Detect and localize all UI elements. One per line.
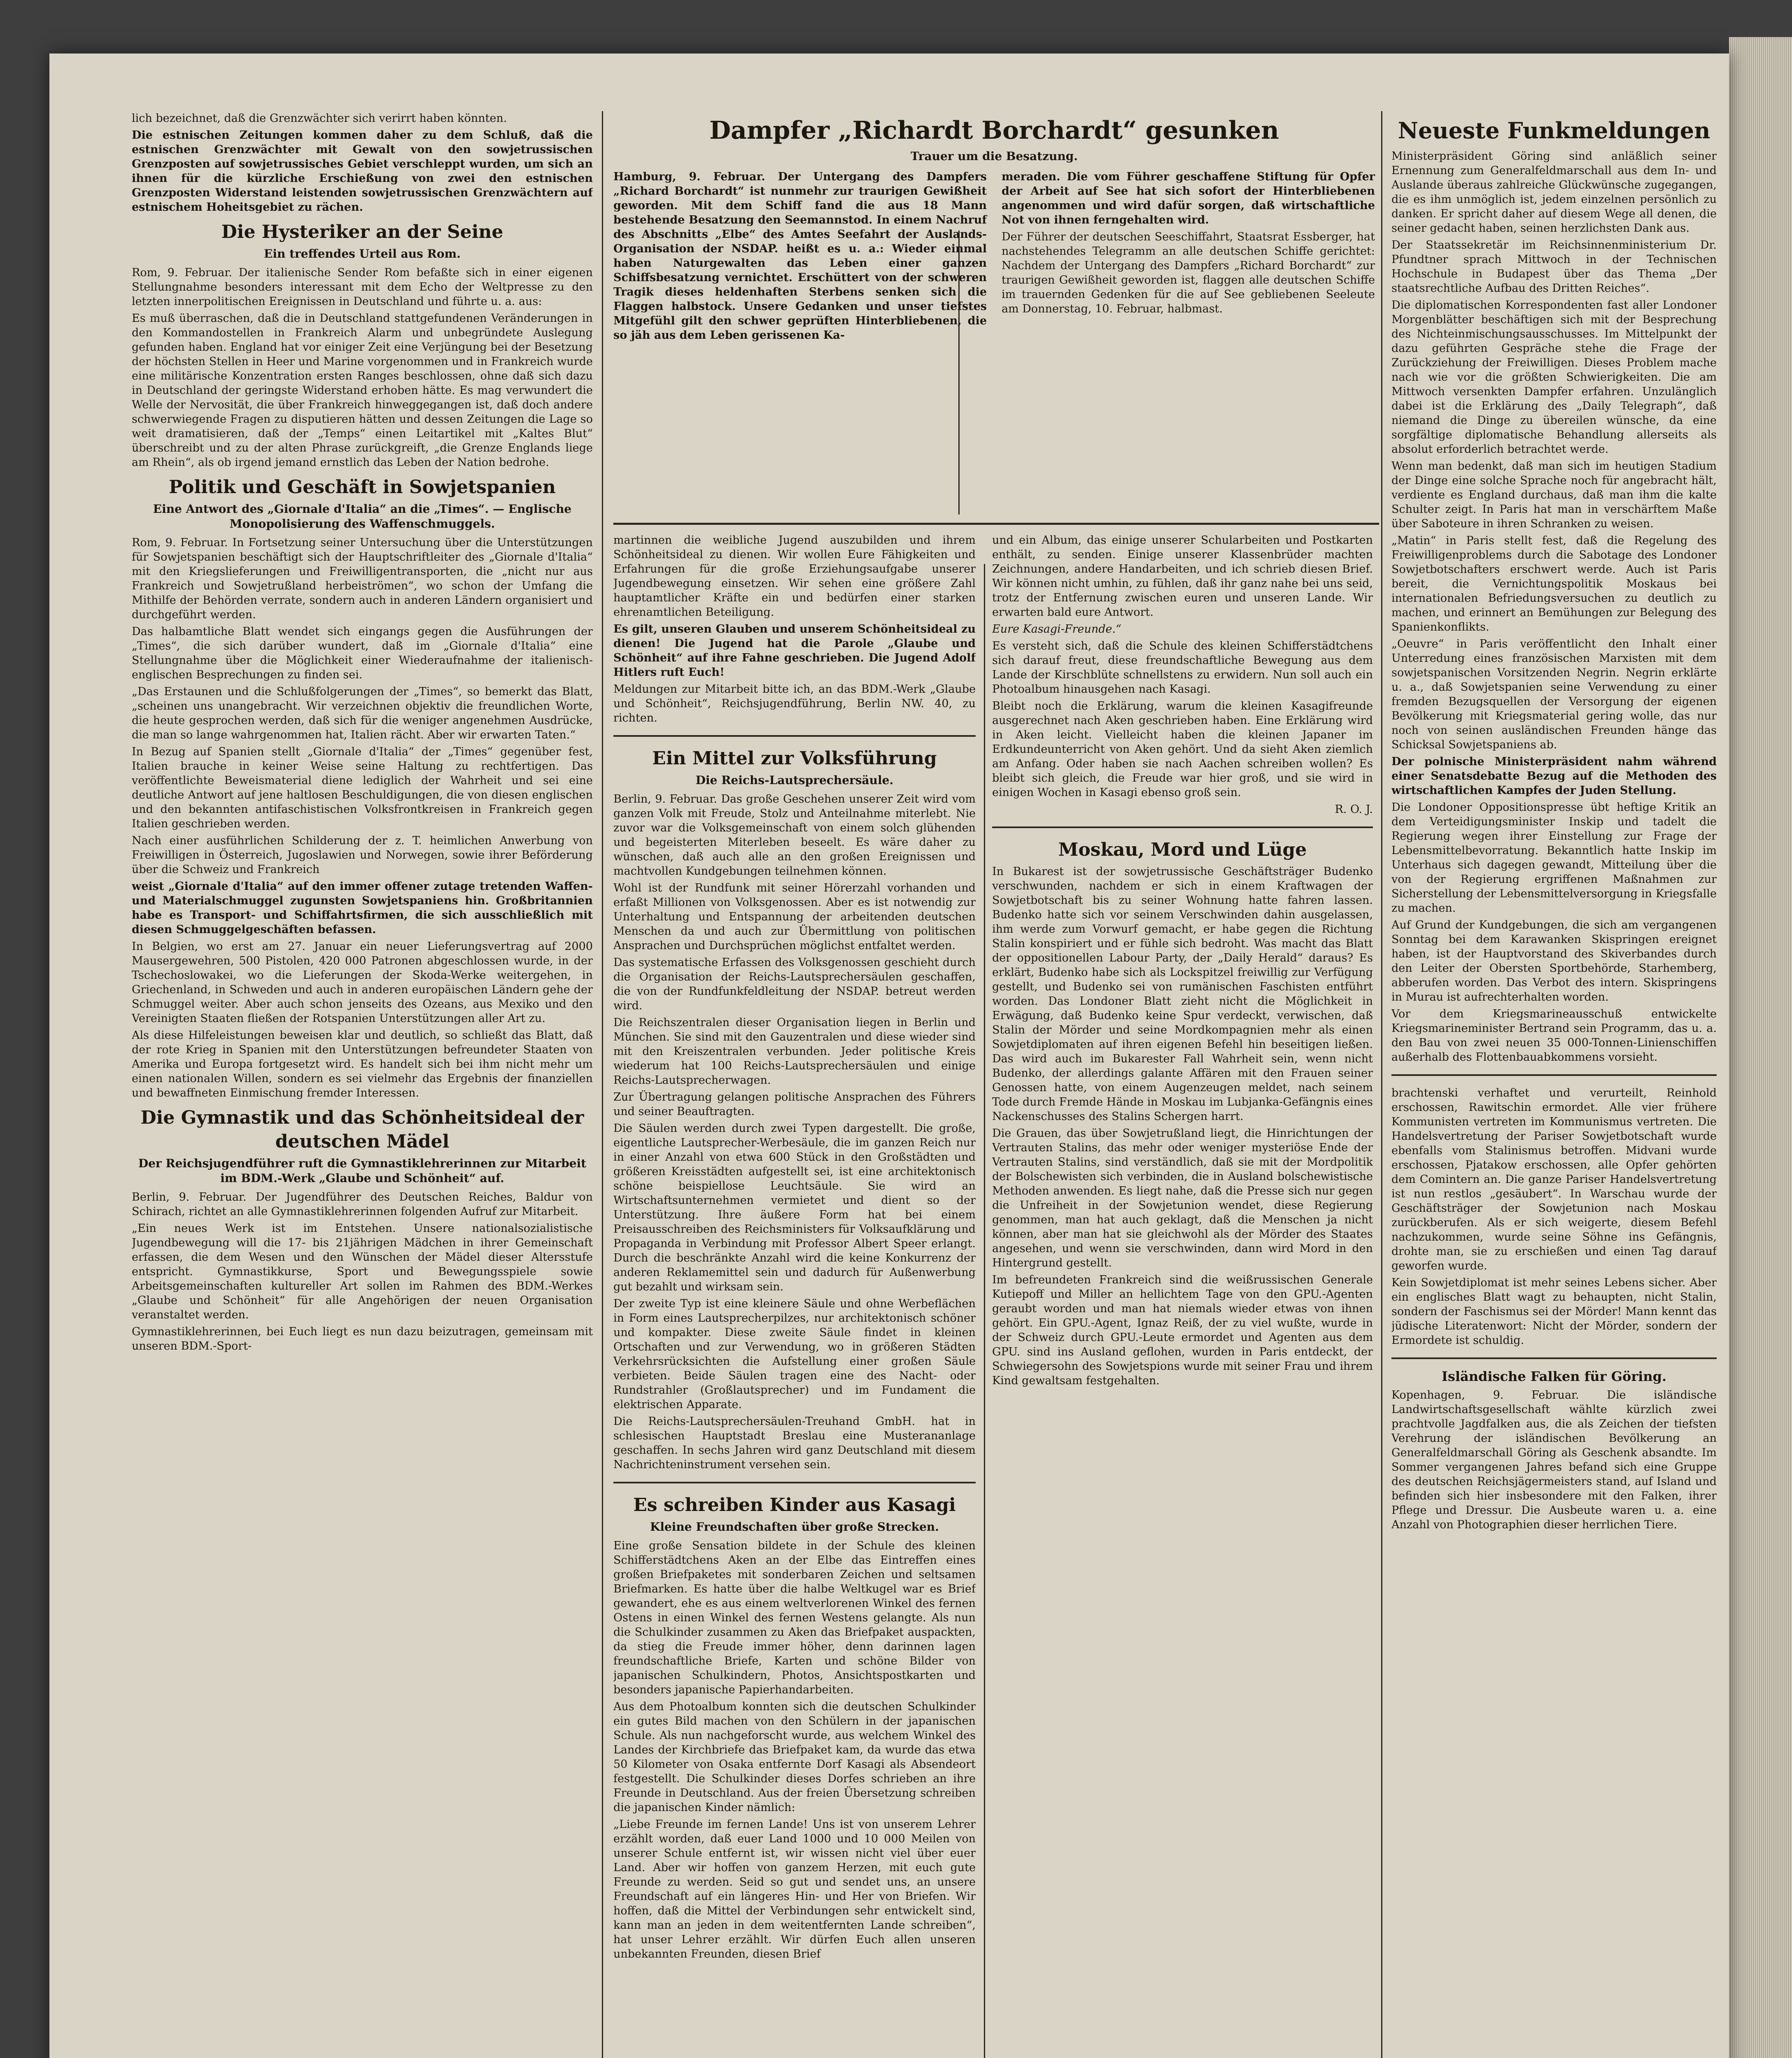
article-paragraph: Es gilt, unseren Glauben und unserem Schönheitsideal zu dienen! Die Jugend hat die Parole „Glaube und Schönheit“ auf ihre Fahne geschrieben. Die Jugend Adolf Hitlers ruft Euch! xyxy=(613,623,976,679)
article-paragraph: Die Reichs-Lautsprechersäulen-Treuhand GmbH. hat in schlesischen Hauptstadt Breslau eine Musterananlage geschaffen. In sechs Jahren wird ganz Deutschland mit diesem Nachrichteninstrument versehen sein. xyxy=(613,1415,976,1471)
article-headline: Die Gymnastik und das Schönheitsideal der deutschen Mädel xyxy=(140,1107,584,1152)
news-item: Kein Sowjetdiplomat ist mehr seines Lebens sicher. Aber ein englisches Blatt wagt zu behaupten, nicht Stalin, sondern der Faschismus sei der Mörder! Mann kennt das jüdische Literatenwort: Nicht der Mörder, sondern der Ermordete ist schuldig. xyxy=(1391,1276,1717,1347)
article-paragraph: Hamburg, 9. Februar. Der Untergang des Dampfers „Richard Borchardt“ ist nunmehr zur traurigen Gewißheit geworden. Mit dem Schiff fand die aus 18 Mann bestehende Besatzung den Seemannstod. In einem Nachruf des Abschnitts „Elbe“ des Amtes Seefahrt der Auslands-Organisation der NSDAP. heißt es u. a.: Wieder einmal haben Naturgewalten das Leben einer ganzen Schiffsbesatzung vernichtet. Erschüttert von der schweren Tragik dieses heldenhaften Sterbens senken sich die Flaggen halbstock. Unsere Gedanken und unser tiefstes Mitgefühl gilt den schwer geprüften Hinterbliebenen, die so jäh aus dem Leben gerissenen Ka- xyxy=(613,170,987,342)
article-subheadline: Kleine Freundschaften über große Strecken. xyxy=(650,1520,939,1534)
column-rule xyxy=(984,564,985,2058)
article-paragraph: Berlin, 9. Februar. Das große Geschehen unserer Zeit wird vom ganzen Volk mit Freude, Stolz und Anteilnahme miterlebt. Nie zuvor war die Volksgemeinschaft von einem solch glühenden und begeisterten Miterleben beseelt. Es wäre daher zu wünschen, daß auch alle an den großen Ereignissen und machtvollen Kundgebungen teilnehmen können. xyxy=(613,793,976,878)
intro-paragraph: Die estnischen Zeitungen kommen daher zu dem Schluß, daß die estnischen Grenzwächter mit Gewalt von den sowjetrussischen Grenzposten auf sowjetrussisches Gebiet verschleppt wurden, um sich an ihnen für die kürzliche Erschießung von zwei den estnischen Grenzposten Widerstand leistenden sowjetrussischen Grenzwächtern auf estnischem Hoheitsgebiet zu rächen. xyxy=(132,129,593,214)
article-headline: Die Hysteriker an der Seine xyxy=(221,221,503,242)
article-paragraph: weist „Giornale d'Italia“ auf den immer offener zutage tretenden Waffen- und Materialschmuggel zugunsten Sowjetspaniens hin. Großbritannien habe es Transport- und Schiffahrtsfirmen, die sich ausschließlich mit diesen Schmuggelgeschäften befassen. xyxy=(132,880,593,936)
section-divider xyxy=(613,735,976,737)
article-subheadline: Die Reichs-Lautsprechersäule. xyxy=(695,773,894,787)
article-paragraph: Das halbamtliche Blatt wendet sich eingangs gegen die Ausführungen der „Times“, die sich darüber wundert, daß im „Giornale d'Italia“ eine Stellungnahme über die Möglichkeit einer Wiederaufnahme der italienisch-englischen Besprechungen zu finden sei. xyxy=(132,625,593,681)
lead-headline: Dampfer „Richardt Borchardt“ gesunken xyxy=(709,116,1279,145)
news-item: Der Staatssekretär im Reichsinnenministerium Dr. Pfundtner sprach Mittwoch in der Technischen Hochschule in Budapest über das Thema „Der staatsrechtliche Aufbau des Dritten Reiches“. xyxy=(1391,239,1717,295)
intro-paragraph: lich bezeichnet, daß die Grenzwächter sich verirrt haben könnten. xyxy=(132,112,507,125)
news-item: Die Londoner Oppositionspresse übt heftige Kritik an dem Verteidigungsminister Inskip und tadelt die Regierung wegen ihrer Einstellung zur Frage der Lebensmittelbevorratung. Bekanntlich hatte Inskip im Unterhaus sich dagegen gewandt, Mitteilung über die von der Regierung ergriffenen Maßnahmen zur Sicherstellung der Lebensmittelversorgung in Kriegsfalle zu machen. xyxy=(1391,801,1717,915)
article-paragraph: Gymnastiklehrerinnen, bei Euch liegt es nun dazu beizutragen, gemeinsam mit unseren BDM.-Sport- xyxy=(132,1325,593,1353)
news-item: Auf Grund der Kundgebungen, die sich am vergangenen Sonntag bei dem Karawanken Skispringen ereignet haben, ist der Hauptvorstand des Skiverbandes durch den Leiter der Obersten Sportbehörde, Starhemberg, abberufen worden. Das Verbot des intern. Skispringens in Murau ist aufrechterhalten worden. xyxy=(1391,919,1717,1003)
article-paragraph: martinnen die weibliche Jugend auszubilden und ihrem Schönheitsideal zu dienen. Wir wollen Eure Fähigkeiten und Erfahrungen für die große Erziehungsaufgabe unserer Jugendbewegung einsetzen. Wir sehen eine größere Zahl hauptamtlicher Kräfte ein und bedürfen einer starken ehrenamtlichen Beteiligung. xyxy=(613,534,976,619)
article-paragraph: „Das Erstaunen und die Schlußfolgerungen der „Times“, so bemerkt das Blatt, „scheinen uns unangebracht. Wir verzeichnen objektiv die freundlichen Worte, die heute gesprochen werden, daß sich für die weniger angenehmen Ausdrücke, die man so lange wahrgenommen hat, Italien rächt. Aber wir erwarten Taten.“ xyxy=(132,685,593,741)
news-item: Ministerpräsident Göring sind anläßlich seiner Ernennung zum Generalfeldmarschall aus dem In- und Auslande überaus zahlreiche Glückwünsche zugegangen, die es ihm unmöglich ist, jedem einzelnen persönlich zu danken. Er spricht daher auf diesem Wege all denen, die seiner gedacht haben, seinen herzlichsten Dank aus. xyxy=(1391,150,1717,235)
article-paragraph: In Belgien, wo erst am 27. Januar ein neuer Lieferungsvertrag auf 2000 Mausergewehren, 500 Pistolen, 420 000 Patronen abgeschlossen wurde, in der Tschechoslowakei, wo die Lieferungen der Skoda-Werke weitergehen, in Griechenland, in Schweden und auch in anderen europäischen Ländern gehe der Schmuggel weiter. Aber auch schon jenseits des Ozeans, aus Mexiko und den Vereinigten Staaten fließen der Rotspanien Unterstützungen aller Art zu. xyxy=(132,940,593,1025)
article-paragraph: Es versteht sich, daß die Schule des kleinen Schifferstädtchens sich darauf freut, diese freundschaftliche Bewegung aus dem Lande der Kirschblüte schnellstens zu erwidern. Nun soll auch ein Photoalbum hinausgehen nach Kasagi. xyxy=(992,640,1373,696)
article-paragraph: Bleibt noch die Erklärung, warum die kleinen Kasagifreunde ausgerechnet nach Aken geschrieben haben. Eine Erklärung wird in Aken leicht. Vielleicht haben die kleinen Japaner im Erdkundeunterricht von Aken gehört. Und da sieht Aken ziemlich am Anfang. Oder haben sie nach Aachen schreiben wollen? Es bleibt sich gleich, die Freude war hier groß, und sie wird in einigen Wochen in Kasagi ebenso groß sein. xyxy=(992,700,1373,799)
column-3 xyxy=(992,533,1373,2058)
article-headline: Moskau, Mord und Lüge xyxy=(1058,839,1307,860)
column-rule xyxy=(1381,111,1382,2058)
news-item: Der polnische Ministerpräsident nahm während einer Senatsdebatte Bezug auf die Methoden des wirtschaftlichen Kampfes der Juden Stellung. xyxy=(1391,755,1717,797)
article-paragraph: Die Grauen, das über Sowjetrußland liegt, die Hinrichtungen der Vertrauten Stalins, das mehr oder weniger mysteriöse Ende der Vertrauten Stalins, sind verständlich, daß sie mit der Mordpolitik der Bolschewisten sich verbinden, die in Ausland bolschewistische Methoden anwenden. Es liegt nahe, daß die Presse sich nur gegen die Unfreiheit in der Sowjetunion wendet, diese Regierung genommen, man hat auch geklagt, daß die Menschen ja nicht können, aber man hat sie gleichwohl als der Mörder des Staates angesehen, und wenn sie verschwinden, dann wird Mord in den Hintergrund gestellt. xyxy=(992,1127,1373,1269)
author-initials: R. O. J. xyxy=(1335,803,1373,816)
article-subheadline: Der Reichsjugendführer ruft die Gymnastiklehrerinnen zur Mitarbeit im BDM.-Werk „Glaube und Schönheit“ auf. xyxy=(138,1157,587,1185)
section-divider xyxy=(1391,1357,1717,1359)
article-paragraph: Der Führer der deutschen Seeschiffahrt, Staatsrat Essberger, hat nachstehendes Telegramm an alle deutschen Schiffe gerichtet: Nachdem der Untergang des Dampfers „Richard Borchardt“ zur traurigen Gewißheit geworden ist, flaggen alle deutschen Schiffe im trauernden Gedenken für die auf See gebliebenen Seeleute am Donnerstag, 10. Februar, halbmast. xyxy=(1002,230,1375,315)
article-paragraph: „Liebe Freunde im fernen Lande! Uns ist von unserem Lehrer erzählt worden, daß euer Land 1000 und 10 000 Meilen von unserer Schule entfernt ist, wir wissen nicht viel über euer Land. Aber wir hoffen von ganzem Herzen, mit euch gute Freunde zu werden. Seid so gut und sendet uns, an unsere Freundschaft auf ein längeres Hin- und Her von Briefen. Wir hoffen, daß die Mittel der Verbindungen sehr entwickelt sind, kann man an jeden in dem weitentfernten Lande schreiben“, hat unser Lehrer erzählt. Wir dürfen Euch allen unseren unbekannten Freunden, diesen Brief xyxy=(613,1818,976,1960)
article-paragraph: Die Säulen werden durch zwei Typen dargestellt. Die große, eigentliche Lautsprecher-Werbesäule, die im ganzen Reich nur in einer Anzahl von etwa 600 Stück in den Großstädten und größeren Kreisstädten aufgestellt sei, ist eine architektonisch schöne beispiellose Leuchtsäule. Sie wird an Wirtschaftsunternehmen vermietet und dient so der Unterstützung. Ihre äußere Form hat bei einem Preisausschreiben des Reichsministers für Volksaufklärung und Propaganda in Verbindung mit Professor Albert Speer erlangt. Durch die beschränkte Anzahl wird die keine Konkurrenz der anderen Reklamemittel sein und dadurch für Außenwerbung gut bezahlt und wirksam sein. xyxy=(613,1122,976,1293)
news-item: Vor dem Kriegsmarineausschuß entwickelte Kriegsmarineminister Bertrand sein Programm, das u. a. den Bau von zwei neuen 35 000-Tonnen-Linienschiffen außerhalb des Flottenbauabkommens vorsieht. xyxy=(1391,1008,1717,1064)
article-paragraph: Aus dem Photoalbum konnten sich die deutschen Schulkinder ein gutes Bild machen von den Schülern in der japanischen Schule. Als nun nachgeforscht wurde, aus welchem Winkel des Landes der Kirchbriefe das Briefpaket kam, da wurde das etwa 50 Kilometer von Osaka entfernte Dorf Kasagi als Absendeort festgestellt. Die Schulkinder dieses Dorfes schrieben an ihre Freunde in Deutschland. Aus der freien Übersetzung schreiben die japanischen Kinder nämlich: xyxy=(613,1700,976,1814)
section-divider xyxy=(613,1482,976,1483)
article-paragraph: Zur Übertragung gelangen politische Ansprachen des Führers und seiner Beauftragten. xyxy=(613,1091,976,1118)
lead-column-left xyxy=(613,170,987,345)
lead-subheadline: Trauer um die Besatzung. xyxy=(910,149,1078,163)
article-paragraph: Eine große Sensation bildete in der Schule des kleinen Schifferstädtchens Aken an der Elbe das Eintreffen eines großen Briefpaketes mit sonderbaren Zeichen und seltsamen Briefmarken. Es hatte über die halbe Weltkugel war es Brief gewandert, ehe es aus einem weltverlorenen Winkel des fernen Ostens in einen Winkel des fernen Westens gelangte. Als nun die Schulkinder zusammen zu Aken das Briefpaket auspackten, da stieg die Freude immer höher, denn darinnen lagen freundschaftliche Briefe, Karten und schöne Bilder von japanischen Schulkindern, Photos, Ansichtspostkarten und besonders japanische Papierhandarbeiten. xyxy=(613,1539,976,1696)
article-paragraph: und ein Album, das einige unserer Schularbeiten und Postkarten enthält, zu senden. Einige unserer Klassenbrüder machten Zeichnungen, andere Handarbeiten, und ich schrieb diesen Brief. Wir können nicht umhin, zu fühlen, daß ihr ganz nahe bei uns seid, trotz der Entfernung zwischen euren und unseren Lande. Wir erwarten bald eure Antwort. xyxy=(992,534,1373,619)
news-item: „Oeuvre“ in Paris veröffentlicht den Inhalt einer Unterredung eines französischen Marxisten mit dem sowjetspanischen Vorsitzenden Negrin. Negrin erklärte u. a., daß Sowjetspanien seine Verwendung zu einer fremden Bezugsquellen der Versorgung der eigenen Bevölkerung mit Kriegsmaterial gering wolle, das nur noch von seinen ausländischen Freunden hänge das Schicksal Sowjetspaniens ab. xyxy=(1391,638,1717,751)
article-paragraph: Kopenhagen, 9. Februar. Die isländische Landwirtschaftsgesellschaft wählte kürzlich zwei prachtvolle Jagdfalken aus, die als Zeichen der tiefsten Verehrung der isländischen Bevölkerung an Generalfeldmarschall Göring als Geschenk absandte. Im Sommer vergangenen Jahres befand sich eine Gruppe des deutschen Reichsjägermeisters stand, auf Island und befinden sich hier insbesondere mit den Falken, ihrer Pflege und Dressur. Die Ausbeute waren u. a. eine Anzahl von Photographien dieser herrlichen Tiere. xyxy=(1391,1389,1717,1531)
article-paragraph: Im befreundeten Frankreich sind die weißrussischen Generale Kutiepoff und Miller an hellichtem Tage von den GPU.-Agenten geraubt worden und man hat niemals wieder etwas von ihnen gehört. Ein GPU.-Agent, Ignaz Reiß, der zu viel wußte, wurde in der Schweiz durch GPU.-Leute ermordet und Agenten aus dem GPU. sind ins Ausland geflohen, wurden in Paris entdeckt, der Schwiegersohn des Sowjetspions wurde mit seiner Frau und ihrem Kind gewaltsam festgehalten. xyxy=(992,1273,1373,1387)
news-item: Wenn man bedenkt, daß man sich im heutigen Stadium der Dinge eine solche Sprache noch für angebracht hält, verdiente es England durchaus, daß man ihm die kalte Schulter zeigt. In Paris hat man in verschärftem Maße über Saboteure in ihren Schranken zu weisen. xyxy=(1391,460,1717,530)
article-paragraph: Rom, 9. Februar. In Fortsetzung seiner Untersuchung über die Unterstützungen für Sowjetspanien beschäftigt sich der Hauptschriftleiter des „Giornale d'Italia“ mit den Kriegslieferungen und Freiwilligentransporten, die „nicht nur aus Frankreich und Sowjetrußland herbeiströmen“, wo schon der Umfang die Mithilfe der Behörden verrate, sondern auch in anderen Ländern organisiert und durchgeführt werden. xyxy=(132,536,593,621)
article-paragraph: In Bezug auf Spanien stellt „Giornale d'Italia“ der „Times“ gegenüber fest, Italien brauche in keiner Weise seine Haltung zu rechtfertigen. Das veröffentlichte Beweismaterial diene lediglich der Wahrheit und sei eine deutliche Antwort auf jene haltlosen Beschuldigungen, die von diesen englischen und den bekannten antifaschistischen Volksfrontkreisen in Frankreich gegen Italien geschrieben werden. xyxy=(132,745,593,830)
column-rule xyxy=(602,111,603,2058)
column-2 xyxy=(613,533,976,2058)
article-paragraph: Das systematische Erfassen des Volksgenossen geschieht durch die Organisation der Reichs-Lautsprechersäulen geschaffen, die von der Rundfunkfeldleitung der NSDAP. betreut werden wird. xyxy=(613,956,976,1012)
book-page-edges xyxy=(1729,37,1792,2058)
article-paragraph: In Bukarest ist der sowjetrussische Geschäftsträger Budenko verschwunden, nachdem er sich in einem Kraftwagen der Sowjetbotschaft bis zu seiner Wohnung hatte fahren lassen. Budenko hatte sich vor seinem Verschwinden dahin ausgelassen, ihm werde zum Vorwurf gemacht, er habe gegen die Richtung Stalin konspiriert und er fühle sich bedroht. Was macht das Blatt der oppositionellen Labour Party, der „Daily Herald“ daraus? Es erklärt, Budenko habe sich als Lockspitzel freiwillig zur Verfügung gestellt, und Budenko sei von rumänischen Faschisten entführt worden. Das Londoner Blatt zieht nicht die Möglichkeit in Erwägung, daß Budenko keine Spur verdeckt, verwischen, daß Stalin der Mörder und seine Mordkompagnien mehr als einen Sowjetdiplomaten auf ihren eigenen Befehl hin beseitigen ließen. Das wird auch im Bukarester Fall Wahrheit sein, wenn nicht Budenko, der allerdings galante Affären mit den Frauen seiner Genossen hatte, von einem Augenzeugen meldet, nach seinem Tode durch Fremde Hände in Moskau im Lubjanka-Gefängnis eines Nackenschusses des Stalins Schergen harrt. xyxy=(992,865,1373,1123)
article-subheadline: Eine Antwort des „Giornale d'Italia“ an die „Times“. — Englische Monopolisierung des Waffenschmuggels. xyxy=(153,502,572,531)
article-headline: Es schreiben Kinder aus Kasagi xyxy=(633,1495,956,1516)
article-paragraph: Nach einer ausführlichen Schilderung der z. T. heimlichen Anwerbung von Freiwilligen in Österreich, Jugoslawien und Norwegen, sowie ihrer Beförderung über die Schweiz und Frankreich xyxy=(132,834,593,876)
news-item: brachtenski verhaftet und verurteilt, Reinhold erschossen, Rawitschin ermordet. Alle vier frühere Kommunisten vertreten im Kommunismus vertreten. Die Handelsvertretung der Pariser Sowjetbotschaft wurde ebenfalls vom Stalinismus betroffen. Midvani wurde erschossen, Pjatakow erschossen, alle Opfer gehörten dem Comintern an. Die ganze Pariser Handelsvertretung ist nun restlos „gesäubert“. In Warschau wurde der Geschäftsträger der Sowjetunion nach Moskau zurückberufen. Als er sich weigerte, diesem Befehl nachzukommen, wurde seine Söhne ins Gefängnis, drohte man, sie zu erschießen und einen Tag darauf geworfen wurde. xyxy=(1391,1087,1717,1272)
letter-signature: Eure Kasagi-Freunde.“ xyxy=(992,623,1121,636)
column-4 xyxy=(1391,111,1717,2058)
article-paragraph: „Ein neues Werk ist im Entstehen. Unsere nationalsozialistische Jugendbewegung will die 17- bis 21jährigen Mädchen in ihrer Gemeinschaft erfassen, die dem Wesen und den Wünschen der Mädel dieser Altersstufe entspricht. Gymnastikkurse, Sport und Bewegungsspiele sowie Arbeitsgemeinschaften kultureller Art sollen im Rahmen des BDM.-Werkes „Glaube und Schönheit“ für alle Angehörigen der neuen Organisation veranstaltet werden. xyxy=(132,1222,593,1321)
article-paragraph: Berlin, 9. Februar. Der Jugendführer des Deutschen Reiches, Baldur von Schirach, richtet an alle Gymnastiklehrerinnen folgenden Aufruf zur Mitarbeit. xyxy=(132,1191,593,1218)
article-paragraph: Wohl ist der Rundfunk mit seiner Hörerzahl vorhanden und erfaßt Millionen von Volksgenossen. Aber es ist notwendig zur Unterhaltung und Entspannung der arbeitenden deutschen Menschen da und auch zur Übermittlung von politischen Ansprachen und Durchsprüchen möglichst entfaltet werden. xyxy=(613,882,976,952)
lead-article xyxy=(613,111,1375,345)
article-paragraph: meraden. Die vom Führer geschaffene Stiftung für Opfer der Arbeit auf See hat sich sofort der Hinterbliebenen angenommen und wird dafür sorgen, daß wirtschaftliche Not von ihnen ferngehalten wird. xyxy=(1002,170,1375,226)
article-paragraph: Meldungen zur Mitarbeit bitte ich, an das BDM.-Werk „Glaube und Schönheit“, Reichsjugendführung, Berlin NW. 40, zu richten. xyxy=(613,683,976,724)
article-paragraph: Rom, 9. Februar. Der italienische Sender Rom befaßte sich in einer eigenen Stellungnahme besonders interessant mit dem Echo der Weltpresse zu den letzten innerpolitischen Ereignissen in Deutschland und führte u. a. aus: xyxy=(132,266,593,308)
column-1 xyxy=(132,111,593,1356)
lead-bottom-rule xyxy=(613,523,1379,525)
newspaper-page xyxy=(49,54,1729,2058)
article-headline: Isländische Falken für Göring. xyxy=(1441,1369,1667,1384)
article-paragraph: Der zweite Typ ist eine kleinere Säule und ohne Werbeflächen in Form eines Lautsprecherpilzes, nur architektonisch schöner und kompakter. Diese zweite Säule findet in kleinen Ortschaften und zur Verwendung, wo in größeren Städten Verkehrsrücksichten die Aufstellung einer großen Säule verbieten. Beide Säulen tragen eine des Nacht- oder Rundstrahler (Großlautsprecher) und im Fundament die elektrischen Apparate. xyxy=(613,1297,976,1411)
article-headline: Neueste Funkmeldungen xyxy=(1398,117,1710,144)
news-item: Die diplomatischen Korrespondenten fast aller Londoner Morgenblätter beschäftigen sich mit der Besprechung des Nichteinmischungsausschusses. Im Mittelpunkt der dazu geführten Gespräche stehe die Frage der Zurückziehung der Freiwilligen. Dieses Problem mache nach wie vor die größten Schwierigkeiten. Die am Mittwoch versenkten Dampfer erfahren. Unzulänglich dabei ist die Erklärung des „Daily Telegraph“, daß niemand die Dinge zu übereilen wünsche, da eine sorgfältige diplomatische Behandlung allerseits als absolut erforderlich betrachtet werde. xyxy=(1391,299,1717,456)
article-paragraph: Die Reichszentralen dieser Organisation liegen in Berlin und München. Sie sind mit den Gauzentralen und diese wieder sind mit den Kreiszentralen verbunden. Jeder politische Kreis wiederum hat 100 Reichs-Lautsprechersäulen und einige Reichs-Lautsprecherwagen. xyxy=(613,1016,976,1087)
article-paragraph: Als diese Hilfeleistungen beweisen klar und deutlich, so schließt das Blatt, daß der rote Krieg in Spanien mit den Unterstützungen befreundeter Staaten von Amerika und Europa fortgesetzt wird. Es handelt sich bei ihm nicht mehr um einen nationalen Willen, sondern es sei vielmehr das Ergebnis der finanziellen und bewaffneten Einmischung fremder Interessen. xyxy=(132,1029,593,1099)
lead-column-right xyxy=(1002,170,1375,345)
article-headline: Politik und Geschäft in Sowjetspanien xyxy=(169,477,556,498)
article-subheadline: Ein treffendes Urteil aus Rom. xyxy=(264,247,461,261)
article-headline: Ein Mittel zur Volksführung xyxy=(652,748,937,769)
news-item: „Matin“ in Paris stellt fest, daß die Regelung des Freiwilligenproblems durch die Sabotage des Londoner Sowjetbotschafters erschwert werde. Auch ist Paris bereit, die Vernichtungspolitik Moskaus bei internationalen Befriedungsversuchen zu deutlich zu machen, und erinnert an Bemühungen zur Belegung des Spanienkonflikts. xyxy=(1391,534,1717,633)
section-divider xyxy=(1391,1074,1717,1076)
section-divider xyxy=(992,826,1373,828)
article-paragraph: Es muß überraschen, daß die in Deutschland stattgefundenen Veränderungen in den Kommandostellen in Frankreich Alarm und unbegründete Auslegung gefunden haben. England hat vor einiger Zeit eine Verjüngung bei der Besetzung der höchsten Stellen in Heer und Marine vorgenommen und in Frankreich wurde eine militärische Konzentration ersten Ranges beschlossen, ohne daß sich dazu in Deutschland der geringste Widerstand erhoben hätte. Es mag verwundert die Welle der Nervosität, die über Frankreich hinweggegangen ist, daß doch andere schwerwiegende Fragen zu disputieren hätten und dessen Zeitungen die Lage so weit dramatisieren, daß der „Temps“ einen Leitartikel mit „Kaltes Blut“ überschreibt und zu der alten Phrase zurückgreift, „die Grenze Englands liege am Rhein“, als ob irgend jemand ernstlich das Leben der Nation bedrohe. xyxy=(132,312,593,469)
